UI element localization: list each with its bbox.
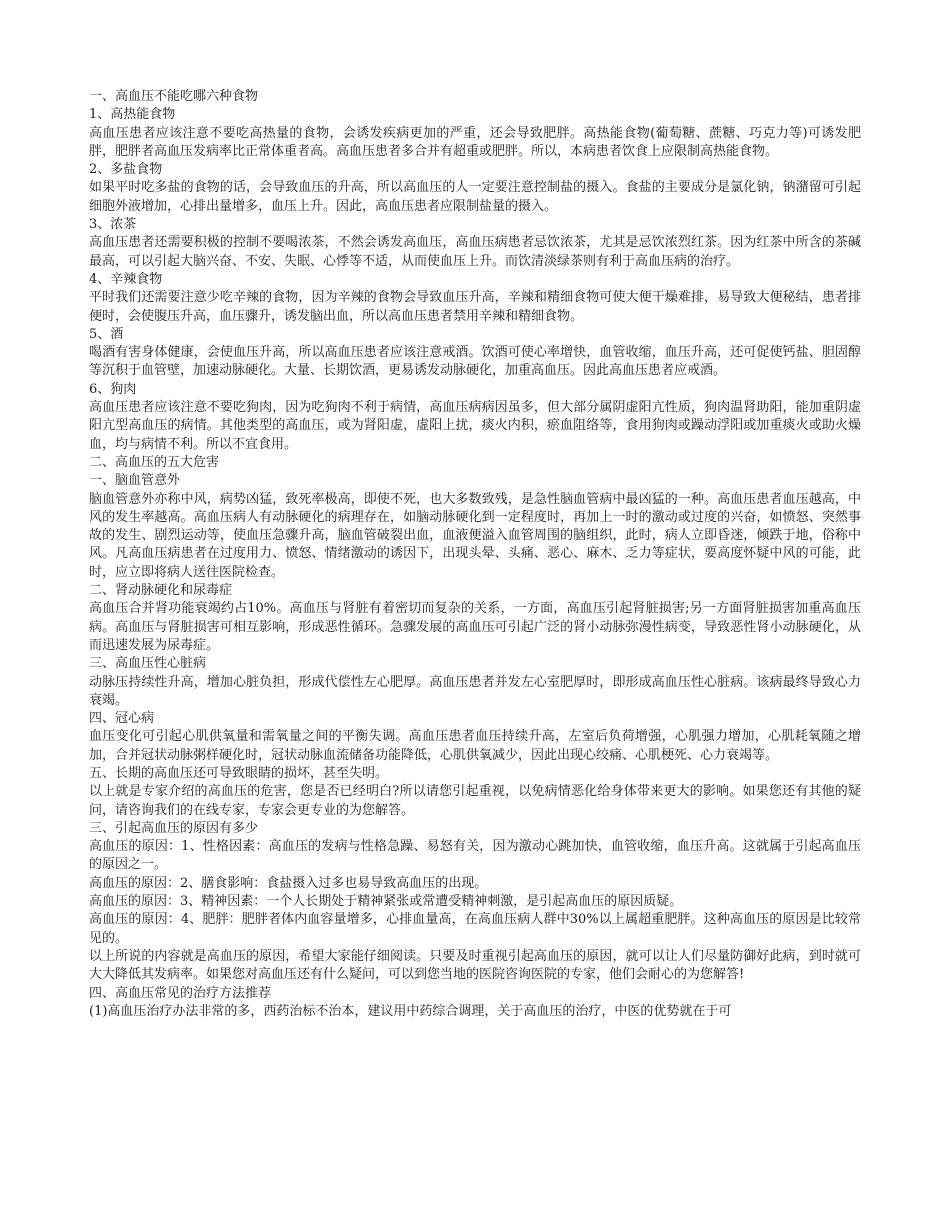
paragraph: 以上所说的内容就是高血压的原因，希望大家能仔细阅读。只要及时重视引起高血压的原因，就可以让人们尽量防御好此病，到时就可大大降低其发病率。如果您对高血压还有什么疑问，可以到您当地的医院咨询医院的专家，他们会耐心的为您解答! [89, 948, 861, 983]
section-heading: 二、肾动脉硬化和尿毒症 [89, 583, 233, 599]
paragraph: 脑血管意外亦称中风，病势凶猛，致死率极高，即使不死，也大多数致残，是急性脑血管病中最凶猛的一种。高血压患者血压越高，中风的发生率越高。高血压病人有动脉硬化的病理存在，如脑动脉硬化到一定程度时，再加上一时的激动或过度的兴奋，如愤怒、突然事故的发生、剧烈运动等，使血压急骤升高，脑血管破裂出血，血液便溢入血管周围的脑组织，此时，病人立即昏迷，倾跌于地，俗称中风。凡高血压病患者在过度用力、愤怒、情绪激动的诱因下，出现头晕、头痛、恶心、麻木、乏力等症状，要高度怀疑中风的可能，此时，应立即将病人送往医院检查。 [89, 491, 861, 580]
paragraph: 高血压的原因：2、膳食影响：食盐摄入过多也易导致高血压的出现。 [89, 875, 488, 891]
section-heading: 2、多盐食物 [89, 162, 163, 178]
section-heading: 四、冠心病 [89, 711, 155, 727]
section-heading: 3、浓茶 [89, 217, 137, 233]
section-heading: 五、长期的高血压还可导致眼睛的损坏，甚至失明。 [89, 765, 389, 781]
paragraph: 高血压患者应该注意不要吃高热量的食物，会诱发疾病更加的严重，还会导致肥胖。高热能食物(葡萄糖、蔗糖、巧克力等)可诱发肥胖，肥胖者高血压发病率比正常体重者高。高血压患者多合并有超重或肥胖。所以，本病患者饮食上应限制高热能食物。 [89, 125, 861, 159]
paragraph: 平时我们还需要注意少吃辛辣的食物，因为辛辣的食物会导致血压升高，辛辣和精细食物可使大便干燥难排，易导致大便秘结，患者排便时，会使腹压升高，血压骤升，诱发脑出血，所以高血压患者禁用辛辣和精细食物。 [89, 290, 861, 324]
paragraph: 高血压的原因：3、精神因素：一个人长期处于精神紧张或常遭受精神刺激，是引起高血压的原因质疑。 [89, 894, 683, 910]
section-heading: 1、高热能食物 [89, 107, 176, 123]
paragraph: 如果平时吃多盐的食物的话，会导致血压的升高，所以高血压的人一定要注意控制盐的摄入。食盐的主要成分是氯化钠，钠潴留可引起细胞外液增加，心排出量增多，血压上升。因此，高血压患者应限制盐量的摄入。 [89, 180, 861, 214]
section-heading: 6、狗肉 [89, 381, 137, 397]
section-heading: 四、高血压常见的治疗方法推荐 [89, 985, 272, 1001]
section-heading: 一、脑血管意外 [89, 473, 181, 489]
paragraph: 高血压患者还需要积极的控制不要喝浓茶，不然会诱发高血压，高血压病患者忌饮浓茶，尤其是忌饮浓烈红茶。因为红茶中所含的茶碱最高，可以引起大脑兴奋、不安、失眠、心悸等不适，从而使血压上升。而饮清淡绿茶则有利于高血压病的治疗。 [89, 235, 861, 269]
document-body [89, 88, 861, 1021]
paragraph: 以上就是专家介绍的高血压的危害，您是否已经明白?所以请您引起重视，以免病情恶化给身体带来更大的影响。如果您还有其他的疑问，请咨询我们的在线专家，专家会更专业的为您解答。 [89, 784, 861, 818]
paragraph: (1)高血压治疗办法非常的多，西药治标不治本，建议用中药综合调理，关于高血压的治疗，中医的优势就在于可 [89, 1003, 732, 1019]
section-heading: 二、高血压的五大危害 [89, 454, 220, 470]
section-heading: 4、辛辣食物 [89, 271, 163, 287]
section-heading: 三、引起高血压的原因有多少 [89, 820, 259, 836]
paragraph: 高血压的原因：1、性格因素：高血压的发病与性格急躁、易怒有关，因为激动心跳加快，血管收缩，血压升高。这就属于引起高血压的原因之一。 [89, 839, 861, 873]
section-heading: 三、高血压性心脏病 [89, 656, 207, 672]
paragraph: 血压变化可引起心肌供氧量和需氧量之间的平衡失调。高血压患者血压持续升高，左室后负荷增强，心肌强力增加，心肌耗氧随之增加，合并冠状动脉粥样硬化时，冠状动脉血流储备功能降低，心肌供氧减少，因此出现心绞痛、心肌梗死、心力衰竭等。 [89, 729, 861, 763]
paragraph: 动脉压持续性升高，增加心脏负担，形成代偿性左心肥厚。高血压患者并发左心室肥厚时，即形成高血压性心脏病。该病最终导致心力衰竭。 [89, 674, 861, 708]
paragraph: 高血压的原因：4、肥胖：肥胖者体内血容量增多，心排血量高，在高血压病人群中30%以上属超重肥胖。这种高血压的原因是比较常见的。 [89, 912, 861, 946]
section-heading: 一、高血压不能吃哪六种食物 [89, 89, 259, 104]
paragraph: 喝酒有害身体健康，会使血压升高，所以高血压患者应该注意戒酒。饮酒可使心率增快，血管收缩，血压升高，还可促使钙盐、胆固醇等沉积于血管壁，加速动脉硬化。大量、长期饮酒，更易诱发动脉硬化，加重高血压。因此高血压患者应戒酒。 [89, 345, 861, 379]
paragraph: 高血压合并肾功能衰竭约占10%。高血压与肾脏有着密切而复杂的关系，一方面，高血压引起肾脏损害;另一方面肾脏损害加重高血压病。高血压与肾脏损害可相互影响，形成恶性循环。急骤发展的高血压可引起广泛的肾小动脉弥漫性病变，导致恶性肾小动脉硬化，从而迅速发展为尿毒症。 [89, 601, 861, 653]
paragraph: 高血压患者应该注意不要吃狗肉，因为吃狗肉不利于病情，高血压病病因虽多，但大部分属阴虚阳亢性质，狗肉温肾助阳，能加重阴虚阳亢型高血压的病情。其他类型的高血压，或为肾阳虚，虚阳上扰，痰火内积，瘀血阻络等，食用狗肉或躁动浮阳或加重痰火或助火燥血，均与病情不利。所以不宜食用。 [89, 400, 861, 452]
section-heading: 5、酒 [89, 326, 124, 342]
